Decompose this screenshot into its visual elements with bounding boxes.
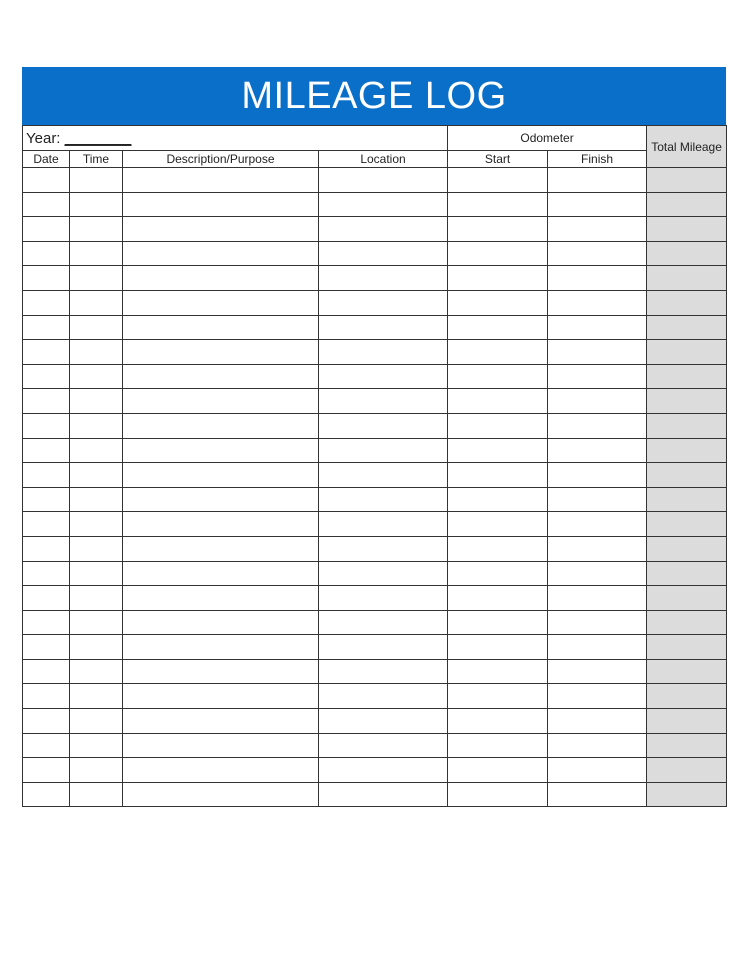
table-row <box>23 364 727 389</box>
odometer-finish-cell[interactable] <box>548 389 647 414</box>
table-row <box>23 389 727 414</box>
date-cell[interactable] <box>23 315 70 340</box>
odometer-finish-cell[interactable] <box>548 512 647 537</box>
total-mileage-cell[interactable] <box>647 364 727 389</box>
date-header: Date <box>23 151 70 168</box>
total-mileage-header: Total Mileage <box>647 126 727 168</box>
date-cell[interactable] <box>23 266 70 291</box>
time-cell[interactable] <box>70 512 123 537</box>
location-cell[interactable] <box>319 389 448 414</box>
year-field[interactable] <box>23 126 448 151</box>
total-mileage-cell[interactable] <box>647 438 727 463</box>
table-row <box>23 684 727 709</box>
table-row <box>23 290 727 315</box>
time-cell[interactable] <box>70 684 123 709</box>
odometer-start-cell[interactable] <box>448 290 548 315</box>
table-row <box>23 536 727 561</box>
odometer-finish-cell[interactable] <box>548 217 647 242</box>
date-cell[interactable] <box>23 561 70 586</box>
odometer-start-cell[interactable] <box>448 758 548 783</box>
description-cell[interactable] <box>123 290 319 315</box>
description-cell[interactable] <box>123 512 319 537</box>
total-mileage-cell[interactable] <box>647 536 727 561</box>
odometer-start-cell[interactable] <box>448 413 548 438</box>
time-cell[interactable] <box>70 758 123 783</box>
odometer-start-cell[interactable] <box>448 438 548 463</box>
table-row <box>23 192 727 217</box>
odometer-finish-cell[interactable] <box>548 487 647 512</box>
description-cell[interactable] <box>123 487 319 512</box>
odometer-finish-cell[interactable] <box>548 463 647 488</box>
table-row <box>23 266 727 291</box>
table-row <box>23 758 727 783</box>
time-cell[interactable] <box>70 413 123 438</box>
time-cell[interactable] <box>70 217 123 242</box>
total-mileage-cell[interactable] <box>647 586 727 611</box>
description-cell[interactable] <box>123 709 319 734</box>
location-cell[interactable] <box>319 610 448 635</box>
description-header: Description/Purpose <box>123 151 319 168</box>
description-cell[interactable] <box>123 241 319 266</box>
table-row <box>23 413 727 438</box>
table-row <box>23 340 727 365</box>
description-cell[interactable] <box>123 635 319 660</box>
odometer-start-cell[interactable] <box>448 364 548 389</box>
log-rows <box>23 168 727 807</box>
total-mileage-cell[interactable] <box>647 659 727 684</box>
odometer-start-cell[interactable] <box>448 610 548 635</box>
time-cell[interactable] <box>70 315 123 340</box>
time-cell[interactable] <box>70 586 123 611</box>
description-cell[interactable] <box>123 192 319 217</box>
total-mileage-cell[interactable] <box>647 610 727 635</box>
odometer-finish-cell[interactable] <box>548 192 647 217</box>
table-row <box>23 241 727 266</box>
odometer-start-cell[interactable] <box>448 782 548 807</box>
odometer-start-cell[interactable] <box>448 168 548 193</box>
location-cell[interactable] <box>319 438 448 463</box>
time-cell[interactable] <box>70 635 123 660</box>
year-label: Year: <box>26 129 61 147</box>
description-cell[interactable] <box>123 340 319 365</box>
description-cell[interactable] <box>123 684 319 709</box>
total-mileage-cell[interactable] <box>647 192 727 217</box>
total-mileage-cell[interactable] <box>647 635 727 660</box>
odometer-finish-cell[interactable] <box>548 315 647 340</box>
odometer-finish-cell[interactable] <box>548 586 647 611</box>
date-cell[interactable] <box>23 536 70 561</box>
total-mileage-cell[interactable] <box>647 217 727 242</box>
odometer-finish-cell[interactable] <box>548 413 647 438</box>
odometer-start-cell[interactable] <box>448 709 548 734</box>
time-cell[interactable] <box>70 192 123 217</box>
table-row <box>23 733 727 758</box>
table-row <box>23 635 727 660</box>
odometer-start-cell[interactable] <box>448 217 548 242</box>
total-mileage-cell[interactable] <box>647 241 727 266</box>
time-cell[interactable] <box>70 782 123 807</box>
table-row <box>23 217 727 242</box>
time-cell[interactable] <box>70 536 123 561</box>
table-row <box>23 709 727 734</box>
location-cell[interactable] <box>319 241 448 266</box>
odometer-finish-cell[interactable] <box>548 684 647 709</box>
location-cell[interactable] <box>319 364 448 389</box>
time-cell[interactable] <box>70 340 123 365</box>
time-cell[interactable] <box>70 241 123 266</box>
table-row <box>23 782 727 807</box>
odometer-finish-cell[interactable] <box>548 733 647 758</box>
date-cell[interactable] <box>23 758 70 783</box>
time-cell[interactable] <box>70 290 123 315</box>
date-cell[interactable] <box>23 217 70 242</box>
odometer-finish-cell[interactable] <box>548 438 647 463</box>
description-cell[interactable] <box>123 733 319 758</box>
total-mileage-cell[interactable] <box>647 487 727 512</box>
table-row <box>23 315 727 340</box>
table-row <box>23 659 727 684</box>
total-mileage-cell[interactable] <box>647 413 727 438</box>
odometer-finish-cell[interactable] <box>548 168 647 193</box>
table-row <box>23 512 727 537</box>
date-cell[interactable] <box>23 413 70 438</box>
odometer-start-cell[interactable] <box>448 266 548 291</box>
location-cell[interactable] <box>319 586 448 611</box>
description-cell[interactable] <box>123 659 319 684</box>
location-cell[interactable] <box>319 463 448 488</box>
odometer-start-cell[interactable] <box>448 586 548 611</box>
total-mileage-cell[interactable] <box>647 266 727 291</box>
date-cell[interactable] <box>23 241 70 266</box>
date-cell[interactable] <box>23 438 70 463</box>
total-mileage-cell[interactable] <box>647 512 727 537</box>
location-cell[interactable] <box>319 217 448 242</box>
odometer-start-cell[interactable] <box>448 192 548 217</box>
total-mileage-cell[interactable] <box>647 315 727 340</box>
total-mileage-cell[interactable] <box>647 168 727 193</box>
date-cell[interactable] <box>23 487 70 512</box>
total-mileage-cell[interactable] <box>647 389 727 414</box>
description-cell[interactable] <box>123 782 319 807</box>
description-cell[interactable] <box>123 438 319 463</box>
table-row <box>23 561 727 586</box>
location-cell[interactable] <box>319 340 448 365</box>
description-cell[interactable] <box>123 586 319 611</box>
time-cell[interactable] <box>70 438 123 463</box>
odometer-start-cell[interactable] <box>448 487 548 512</box>
year-blank: ________ <box>64 129 132 147</box>
location-cell[interactable] <box>319 733 448 758</box>
description-cell[interactable] <box>123 364 319 389</box>
table-row <box>23 487 727 512</box>
time-cell[interactable] <box>70 659 123 684</box>
date-cell[interactable] <box>23 364 70 389</box>
total-mileage-cell[interactable] <box>647 561 727 586</box>
location-cell[interactable] <box>319 758 448 783</box>
odometer-finish-cell[interactable] <box>548 241 647 266</box>
description-cell[interactable] <box>123 463 319 488</box>
description-cell[interactable] <box>123 389 319 414</box>
date-cell[interactable] <box>23 168 70 193</box>
total-mileage-cell[interactable] <box>647 782 727 807</box>
location-cell[interactable] <box>319 192 448 217</box>
odometer-start-cell[interactable] <box>448 659 548 684</box>
date-cell[interactable] <box>23 659 70 684</box>
odometer-finish-cell[interactable] <box>548 659 647 684</box>
date-cell[interactable] <box>23 635 70 660</box>
odometer-start-cell[interactable] <box>448 561 548 586</box>
date-cell[interactable] <box>23 782 70 807</box>
table-row <box>23 586 727 611</box>
table-row <box>23 610 727 635</box>
date-cell[interactable] <box>23 290 70 315</box>
description-cell[interactable] <box>123 168 319 193</box>
odometer-finish-cell[interactable] <box>548 364 647 389</box>
odometer-start-cell[interactable] <box>448 315 548 340</box>
date-cell[interactable] <box>23 463 70 488</box>
time-cell[interactable] <box>70 389 123 414</box>
odometer-finish-cell[interactable] <box>548 782 647 807</box>
table-row <box>23 168 727 193</box>
description-cell[interactable] <box>123 217 319 242</box>
time-cell[interactable] <box>70 463 123 488</box>
total-mileage-cell[interactable] <box>647 340 727 365</box>
date-cell[interactable] <box>23 586 70 611</box>
description-cell[interactable] <box>123 536 319 561</box>
time-cell[interactable] <box>70 364 123 389</box>
time-cell[interactable] <box>70 487 123 512</box>
odometer-finish-cell[interactable] <box>548 266 647 291</box>
date-cell[interactable] <box>23 512 70 537</box>
total-mileage-cell[interactable] <box>647 733 727 758</box>
odometer-start-cell[interactable] <box>448 684 548 709</box>
time-cell[interactable] <box>70 266 123 291</box>
description-cell[interactable] <box>123 610 319 635</box>
mileage-table <box>22 125 727 807</box>
location-cell[interactable] <box>319 635 448 660</box>
total-mileage-cell[interactable] <box>647 758 727 783</box>
location-cell[interactable] <box>319 290 448 315</box>
location-cell[interactable] <box>319 413 448 438</box>
date-cell[interactable] <box>23 340 70 365</box>
time-cell[interactable] <box>70 610 123 635</box>
total-mileage-cell[interactable] <box>647 463 727 488</box>
date-cell[interactable] <box>23 684 70 709</box>
total-mileage-cell[interactable] <box>647 709 727 734</box>
location-cell[interactable] <box>319 659 448 684</box>
odometer-finish-cell[interactable] <box>548 561 647 586</box>
page-title: MILEAGE LOG <box>22 67 726 125</box>
description-cell[interactable] <box>123 266 319 291</box>
odometer-finish-cell[interactable] <box>548 610 647 635</box>
location-cell[interactable] <box>319 266 448 291</box>
odometer-finish-cell[interactable] <box>548 758 647 783</box>
location-cell[interactable] <box>319 561 448 586</box>
location-cell[interactable] <box>319 684 448 709</box>
date-cell[interactable] <box>23 709 70 734</box>
mileage-log-sheet <box>22 67 726 807</box>
location-header: Location <box>319 151 448 168</box>
location-cell[interactable] <box>319 536 448 561</box>
total-mileage-cell[interactable] <box>647 684 727 709</box>
table-row <box>23 463 727 488</box>
date-cell[interactable] <box>23 733 70 758</box>
odometer-finish-cell[interactable] <box>548 290 647 315</box>
location-cell[interactable] <box>319 512 448 537</box>
location-cell[interactable] <box>319 709 448 734</box>
odometer-start-cell[interactable] <box>448 463 548 488</box>
odometer-finish-cell[interactable] <box>548 635 647 660</box>
date-cell[interactable] <box>23 192 70 217</box>
odometer-start-cell[interactable] <box>448 512 548 537</box>
description-cell[interactable] <box>123 758 319 783</box>
time-cell[interactable] <box>70 168 123 193</box>
odometer-start-cell[interactable] <box>448 241 548 266</box>
odometer-finish-cell[interactable] <box>548 709 647 734</box>
time-cell[interactable] <box>70 561 123 586</box>
odometer-finish-cell[interactable] <box>548 536 647 561</box>
odometer-finish-cell[interactable] <box>548 340 647 365</box>
time-header: Time <box>70 151 123 168</box>
description-cell[interactable] <box>123 413 319 438</box>
description-cell[interactable] <box>123 561 319 586</box>
location-cell[interactable] <box>319 168 448 193</box>
odometer-start-cell[interactable] <box>448 340 548 365</box>
description-cell[interactable] <box>123 315 319 340</box>
odometer-start-cell[interactable] <box>448 635 548 660</box>
date-cell[interactable] <box>23 389 70 414</box>
odometer-start-cell[interactable] <box>448 733 548 758</box>
finish-header: Finish <box>548 151 647 168</box>
time-cell[interactable] <box>70 709 123 734</box>
odometer-start-cell[interactable] <box>448 389 548 414</box>
total-mileage-cell[interactable] <box>647 290 727 315</box>
time-cell[interactable] <box>70 733 123 758</box>
date-cell[interactable] <box>23 610 70 635</box>
odometer-start-cell[interactable] <box>448 536 548 561</box>
start-header: Start <box>448 151 548 168</box>
table-row <box>23 438 727 463</box>
location-cell[interactable] <box>319 782 448 807</box>
odometer-header: Odometer <box>448 126 647 151</box>
location-cell[interactable] <box>319 487 448 512</box>
location-cell[interactable] <box>319 315 448 340</box>
